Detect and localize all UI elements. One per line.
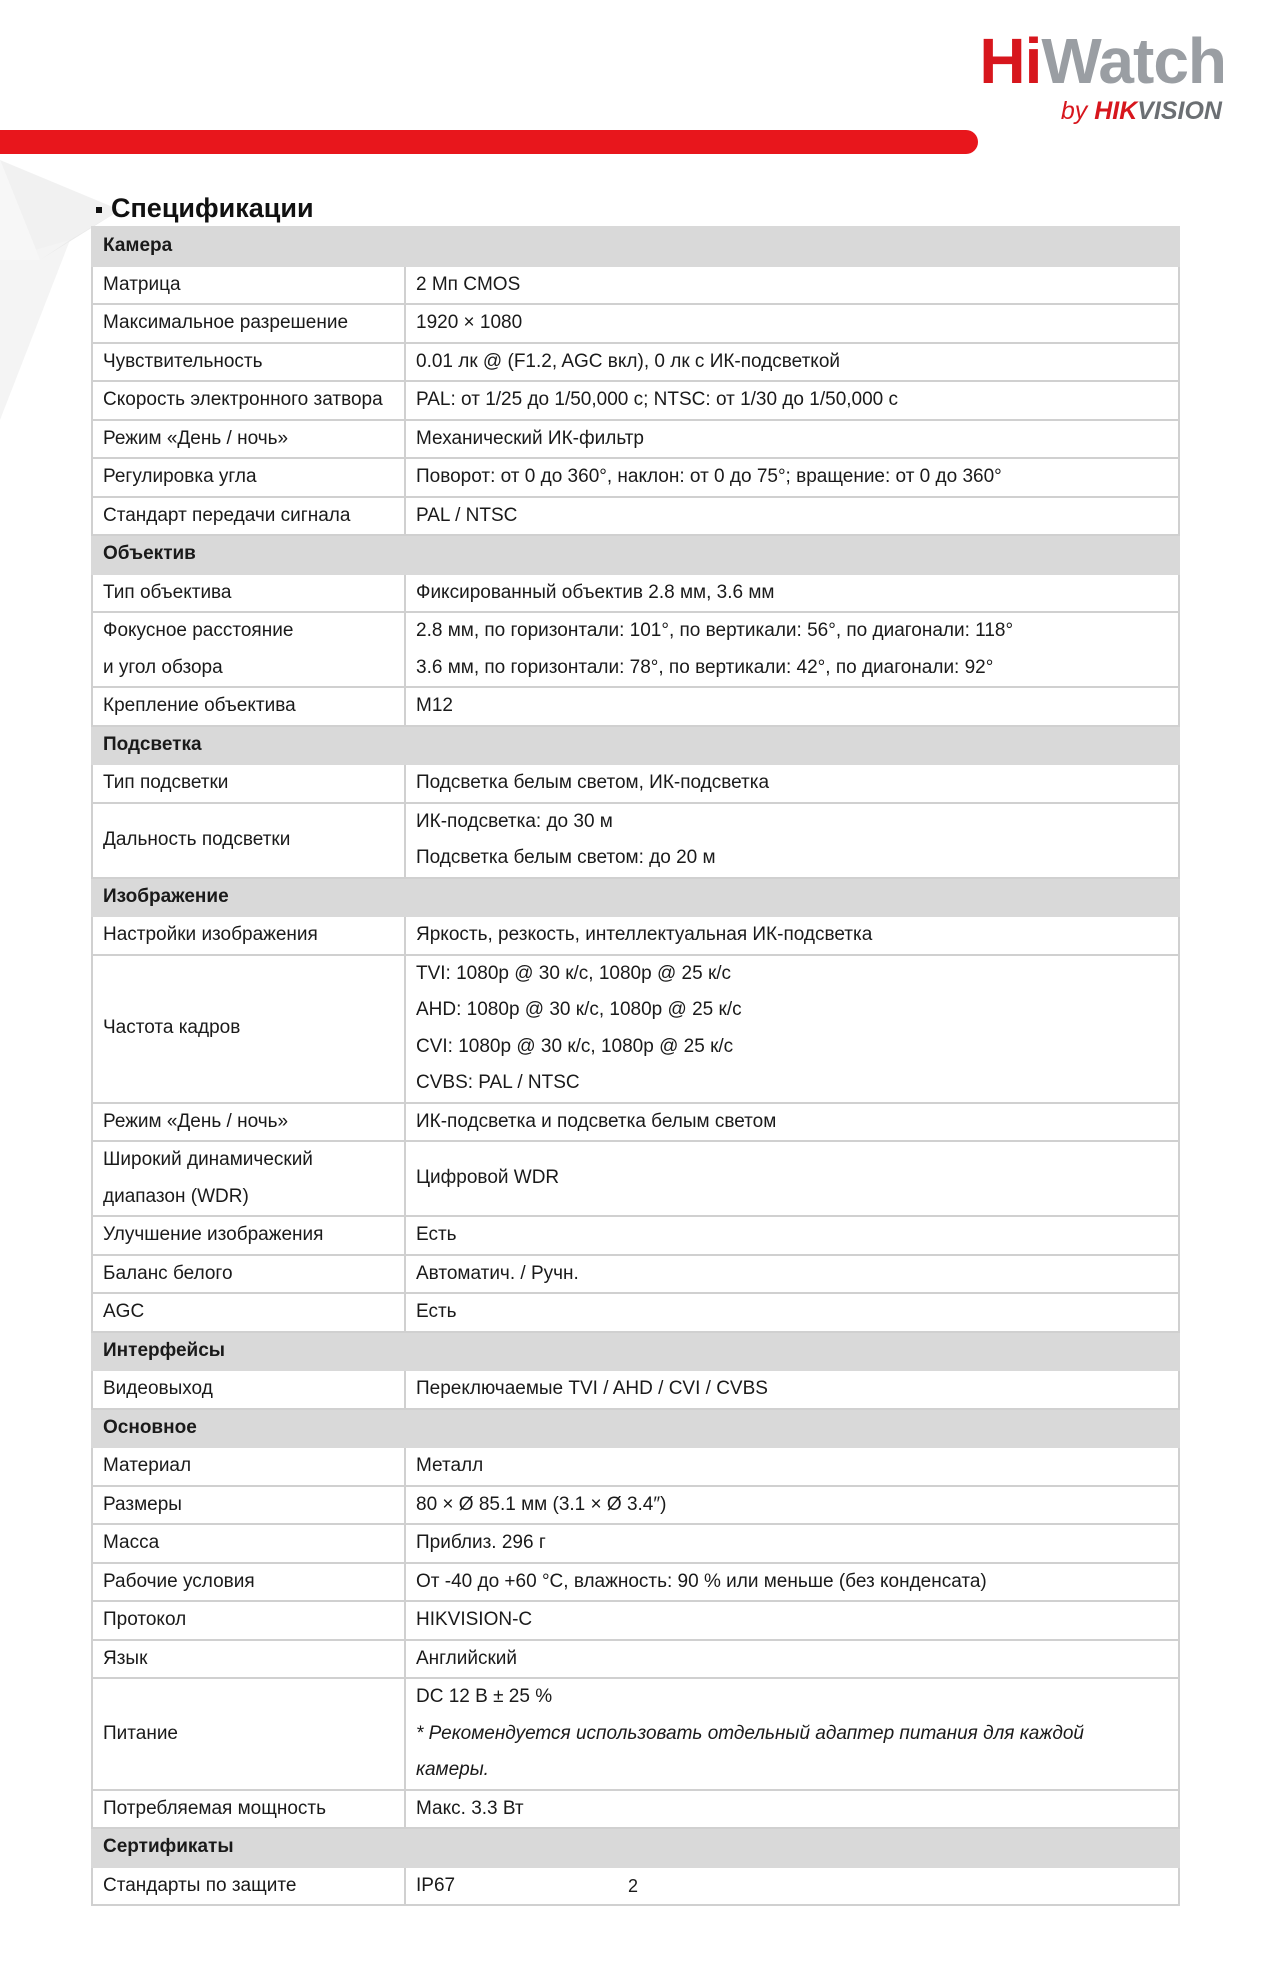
row-value: ИК-подсветка и подсветка белым светом: [405, 1103, 1179, 1142]
table-row: [92, 266, 1179, 305]
table-row: [92, 1563, 1179, 1602]
row-value: 0.01 лк @ (F1.2, AGC вкл), 0 лк с ИК-подсветкой: [405, 343, 1179, 382]
table-row: [92, 1486, 1179, 1525]
row-value: Поворот: от 0 до 360°, наклон: от 0 до 75°; вращение: от 0 до 360°: [405, 458, 1179, 497]
row-label: Потребляемая мощность: [92, 1790, 405, 1829]
row-value: Макс. 3.3 Вт: [405, 1790, 1179, 1829]
row-label: Улучшение изображения: [92, 1216, 405, 1255]
table-row: [92, 1103, 1179, 1142]
row-value-line: ИК-подсветка: до 30 м: [416, 810, 613, 832]
table-row: [92, 1601, 1179, 1640]
row-value: 80 × Ø 85.1 мм (3.1 × Ø 3.4″): [405, 1486, 1179, 1525]
section-interfaces: [92, 1332, 1179, 1371]
table-row: [92, 1216, 1179, 1255]
power-adapter-note: * Рекомендуется использовать отдельный адаптер питания для каждой: [416, 1722, 1084, 1744]
section-title: Изображение: [92, 878, 1179, 917]
row-value: Фиксированный объектив 2.8 мм, 3.6 мм: [405, 574, 1179, 613]
row-label: Размеры: [92, 1486, 405, 1525]
row-label: Баланс белого: [92, 1255, 405, 1294]
table-row: [92, 1524, 1179, 1563]
table-row: [92, 497, 1179, 536]
power-adapter-note: камеры.: [416, 1759, 489, 1780]
row-label: Режим «День / ночь»: [92, 420, 405, 459]
logo-hi: Hi: [979, 25, 1042, 97]
bullet-icon: [96, 207, 102, 213]
row-label-line: диапазон (WDR): [103, 1185, 249, 1207]
row-value: Приблиз. 296 г: [405, 1524, 1179, 1563]
row-value: [405, 955, 1179, 1103]
section-title: Интерфейсы: [92, 1332, 1179, 1371]
row-value: Механический ИК-фильтр: [405, 420, 1179, 459]
table-row: [92, 803, 1179, 878]
table-row: [92, 1790, 1179, 1829]
logo-watch: Watch: [1041, 25, 1226, 97]
row-value-line: CVI: 1080p @ 30 к/с, 1080p @ 25 к/с: [416, 1035, 734, 1057]
row-label: Тип подсветки: [92, 764, 405, 803]
table-row: [92, 1255, 1179, 1294]
row-label: Настройки изображения: [92, 916, 405, 955]
specifications-table: [91, 226, 1180, 1906]
row-label-line: и угол обзора: [103, 656, 223, 678]
row-value-line: Подсветка белым светом: до 20 м: [416, 847, 716, 868]
row-label: [92, 612, 405, 687]
row-label: Максимальное разрешение: [92, 304, 405, 343]
table-row: [92, 420, 1179, 459]
row-label-line: Широкий динамический: [103, 1149, 313, 1170]
section-title: Подсветка: [92, 726, 1179, 765]
row-label: Частота кадров: [92, 955, 405, 1103]
row-value: Есть: [405, 1216, 1179, 1255]
section-camera: [92, 227, 1179, 266]
row-value: Переключаемые TVI / AHD / CVI / CVBS: [405, 1370, 1179, 1409]
section-title: Основное: [92, 1409, 1179, 1448]
row-label: Видеовыход: [92, 1370, 405, 1409]
row-value: [405, 1678, 1179, 1790]
table-row: [92, 574, 1179, 613]
row-label: Питание: [92, 1678, 405, 1790]
row-value: Яркость, резкость, интеллектуальная ИК-подсветка: [405, 916, 1179, 955]
row-value: Цифровой WDR: [405, 1141, 1179, 1216]
row-label: Масса: [92, 1524, 405, 1563]
row-label: Крепление объектива: [92, 687, 405, 726]
row-label: Язык: [92, 1640, 405, 1679]
row-value: 2 Мп CMOS: [405, 266, 1179, 305]
row-label: Матрица: [92, 266, 405, 305]
table-row: [92, 343, 1179, 382]
page-title: [96, 190, 314, 226]
row-label: Рабочие условия: [92, 1563, 405, 1602]
section-certificates: [92, 1828, 1179, 1867]
section-illumination: [92, 726, 1179, 765]
table-row: [92, 955, 1179, 1103]
page-number: 2: [627, 1876, 638, 1896]
row-label: Режим «День / ночь»: [92, 1103, 405, 1142]
table-row: [92, 1141, 1179, 1216]
row-value: IP67: [405, 1867, 1179, 1906]
section-title: Камера: [92, 227, 1179, 266]
table-row: [92, 1293, 1179, 1332]
row-value: Английский: [405, 1640, 1179, 1679]
row-label: Чувствительность: [92, 343, 405, 382]
row-value-line: CVBS: PAL / NTSC: [416, 1072, 580, 1093]
table-row: [92, 458, 1179, 497]
row-label: [92, 1141, 405, 1216]
row-value: Металл: [405, 1447, 1179, 1486]
table-row: [92, 1678, 1179, 1790]
row-value: 1920 × 1080: [405, 304, 1179, 343]
row-value-line: 2.8 мм, по горизонтали: 101°, по вертикали: 56°, по диагонали: 118°: [416, 620, 1014, 641]
row-value-line: TVI: 1080p @ 30 к/с, 1080p @ 25 к/с: [416, 962, 732, 984]
row-value: [405, 803, 1179, 878]
row-value: PAL / NTSC: [405, 497, 1179, 536]
row-label: AGC: [92, 1293, 405, 1332]
row-value: M12: [405, 687, 1179, 726]
row-value: Подсветка белым светом, ИК-подсветка: [405, 764, 1179, 803]
row-label: Тип объектива: [92, 574, 405, 613]
row-value-line: AHD: 1080p @ 30 к/с, 1080p @ 25 к/с: [416, 999, 742, 1020]
table-row: [92, 1447, 1179, 1486]
section-title: Сертификаты: [92, 1828, 1179, 1867]
table-row: [92, 916, 1179, 955]
row-label: Стандарт передачи сигнала: [92, 497, 405, 536]
logo-by: by: [1060, 97, 1095, 125]
table-row: [92, 612, 1179, 687]
row-label: Скорость электронного затвора: [92, 381, 405, 420]
hiwatch-logo: [966, 26, 1226, 126]
row-label-line: Фокусное расстояние: [103, 620, 294, 641]
section-lens: [92, 535, 1179, 574]
row-label: Материал: [92, 1447, 405, 1486]
row-value-line: 3.6 мм, по горизонтали: 78°, по вертикали: 42°, по диагонали: 92°: [416, 656, 994, 678]
row-value: HIKVISION-C: [405, 1601, 1179, 1640]
table-row: [92, 1640, 1179, 1679]
logo-vision: VISION: [1137, 97, 1222, 125]
section-image: [92, 878, 1179, 917]
table-row: [92, 687, 1179, 726]
table-row: [92, 1370, 1179, 1409]
page-title-text: Спецификации: [111, 193, 314, 223]
row-value: Есть: [405, 1293, 1179, 1332]
section-general: [92, 1409, 1179, 1448]
header-red-bar: [0, 130, 978, 154]
row-value: [405, 612, 1179, 687]
section-title: Объектив: [92, 535, 1179, 574]
row-value: От -40 до +60 °C, влажность: 90 % или меньше (без конденсата): [405, 1563, 1179, 1602]
row-label: Регулировка угла: [92, 458, 405, 497]
row-label: Протокол: [92, 1601, 405, 1640]
row-label: Дальность подсветки: [92, 803, 405, 878]
table-row: [92, 381, 1179, 420]
table-row: [92, 304, 1179, 343]
logo-hik: HIK: [1094, 97, 1138, 125]
row-value: Автоматич. / Ручн.: [405, 1255, 1179, 1294]
table-row: [92, 764, 1179, 803]
row-value: PAL: от 1/25 до 1/50,000 с; NTSC: от 1/30 до 1/50,000 с: [405, 381, 1179, 420]
row-value-line: DC 12 В ± 25 %: [416, 1686, 553, 1707]
row-label: Стандарты по защите: [92, 1867, 405, 1906]
